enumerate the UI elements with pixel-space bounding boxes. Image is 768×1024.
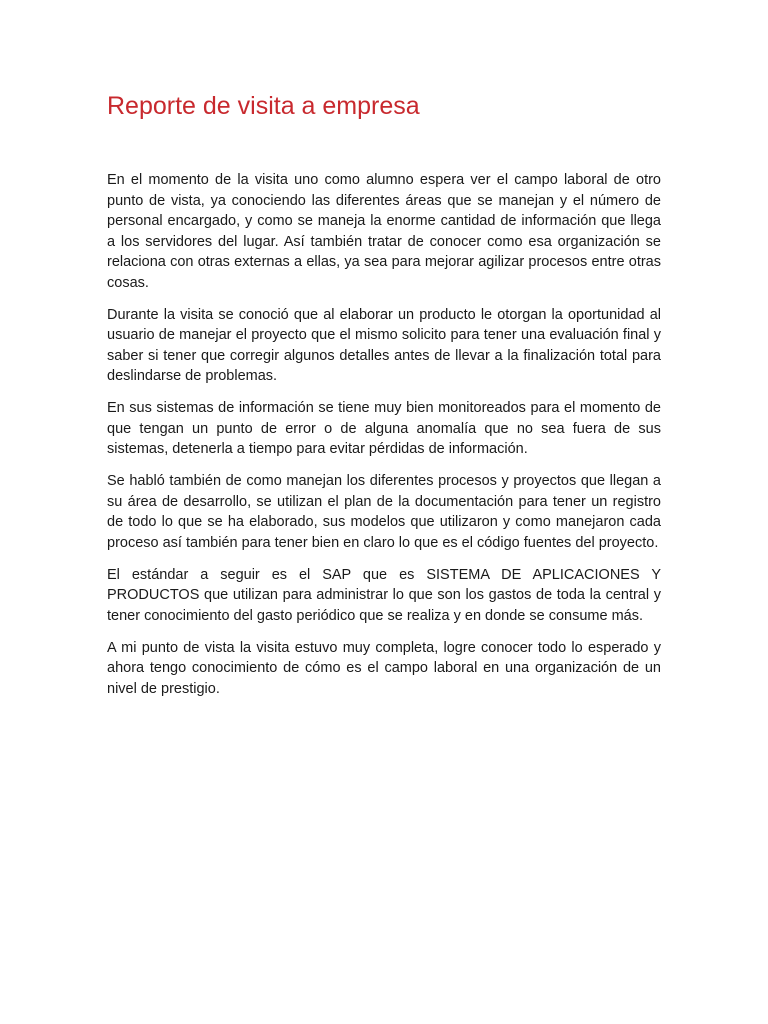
paragraph-1: En el momento de la visita uno como alumno espera ver el campo laboral de otro punto de vista, ya conociendo las diferentes áreas que se manejan y el número de personal encargado, y como se maneja la enorme cantidad de información que llega a los servidores del lugar. Así también tratar de conocer como esa organización se relaciona con otras externas a ellas, ya sea para mejorar agilizar procesos entre otras cosas.: [107, 172, 661, 291]
paragraph-3: En sus sistemas de información se tiene muy bien monitoreados para el momento de que tengan un punto de error o de alguna anomalía que no sea fuera de sus sistemas, detenerla a tiempo para evitar pérdidas de información.: [107, 400, 661, 457]
document-body: [107, 170, 661, 711]
document-title: Reporte de visita a empresa: [107, 92, 420, 120]
paragraph-6: A mi punto de vista la visita estuvo muy completa, logre conocer todo lo esperado y ahora tengo conocimiento de cómo es el campo laboral en una organización de un nivel de prestigio.: [107, 639, 661, 697]
paragraph-2: Durante la visita se conoció que al elaborar un producto le otorgan la oportunidad al usuario de manejar el proyecto que el mismo solicito para tener una evaluación final y saber si tener que corregir algunos detalles antes de llevar a la finalización total para deslindarse de problemas.: [107, 306, 661, 384]
paragraph-5: El estándar a seguir es el SAP que es SISTEMA DE APLICACIONES Y PRODUCTOS que utilizan para administrar lo que son los gastos de toda la central y tener conocimiento del gasto periódico que se realiza y en donde se consume más.: [107, 566, 661, 624]
paragraph-4: Se habló también de como manejan los diferentes procesos y proyectos que llegan a su área de desarrollo, se utilizan el plan de la documentación para tener un registro de todo lo que se ha elaborado, sus modelos que utilizaron y como manejaron cada proceso así también para tener bien en claro lo que es el código fuentes del proyecto.: [107, 473, 661, 551]
